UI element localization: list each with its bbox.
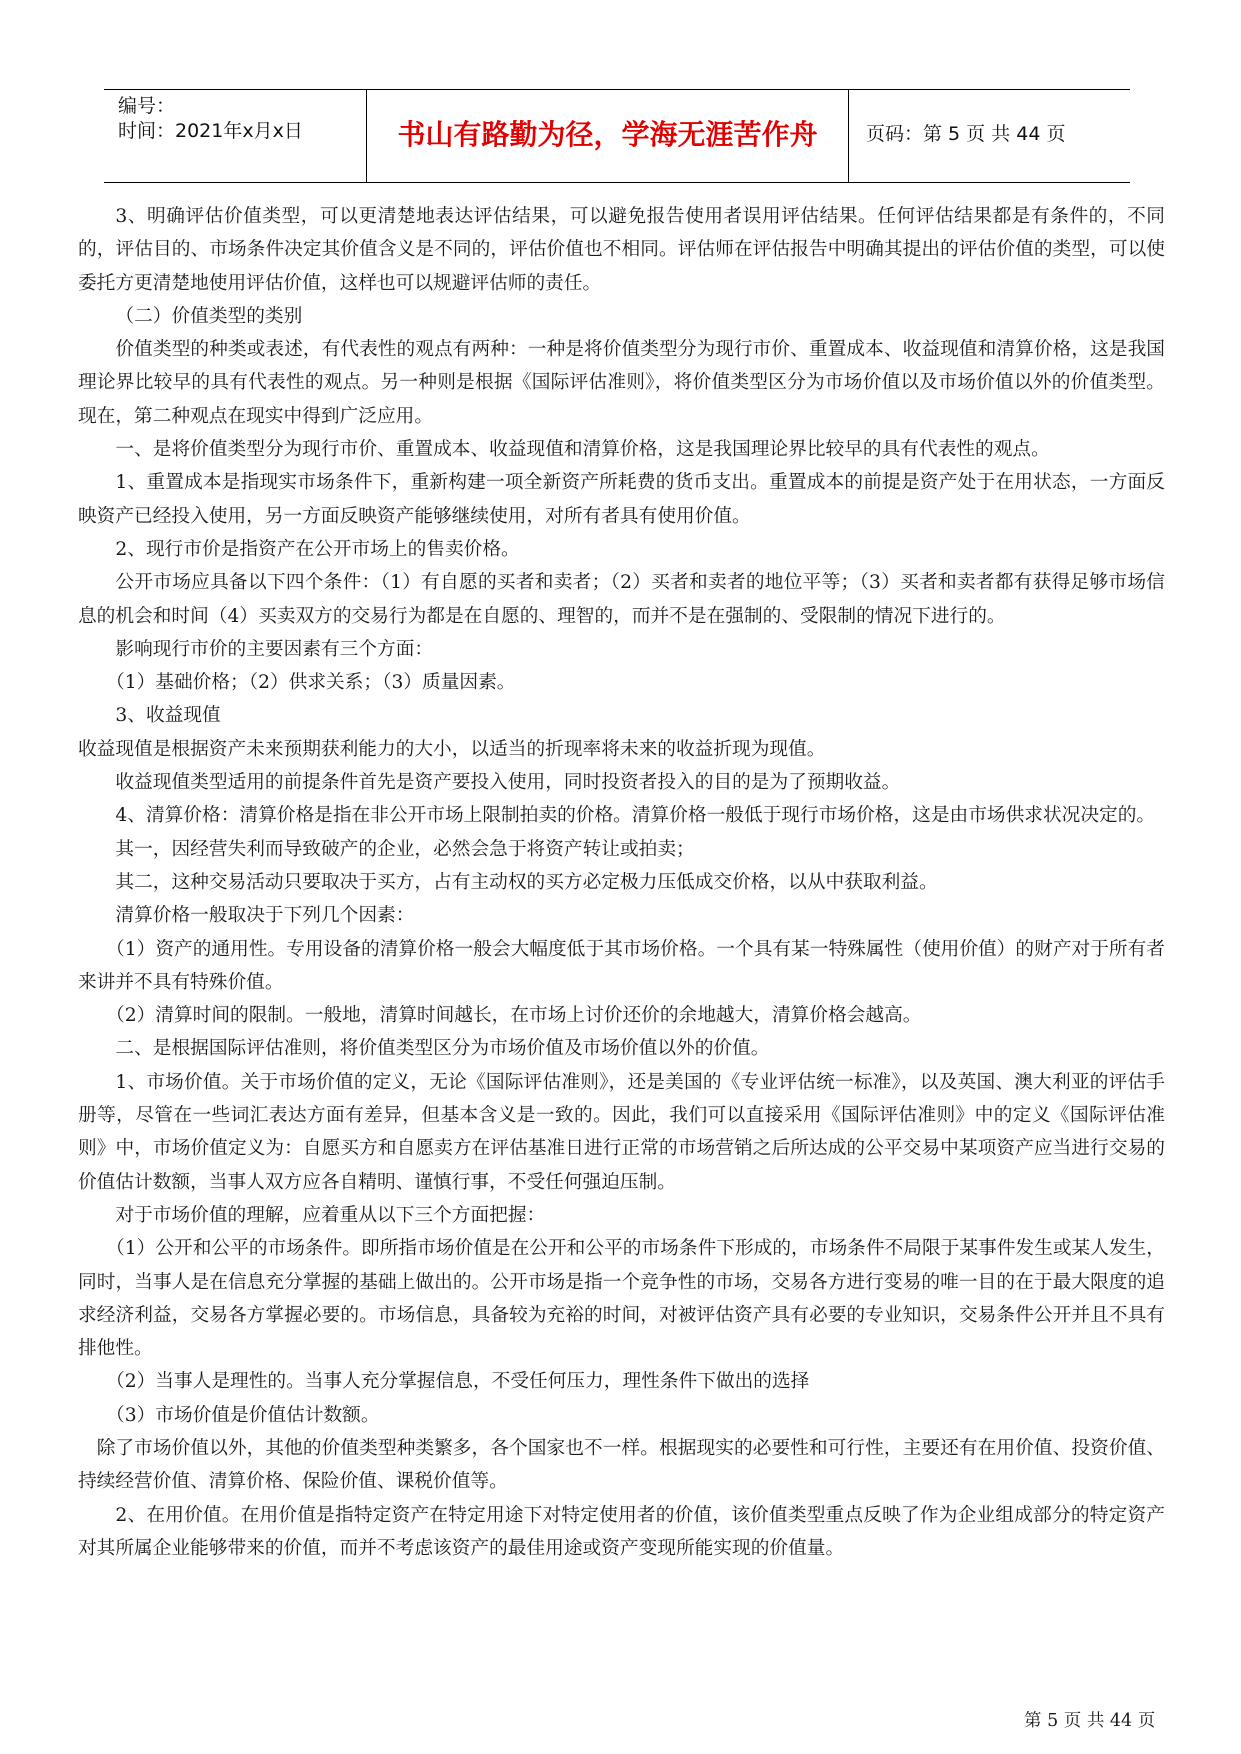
section-heading: （二）价值类型的类别: [115, 305, 303, 327]
paragraph: 其二，这种交易活动只要取决于买方，占有主动权的买方必定极力压低成交价格，以从中获取利益。: [115, 871, 938, 893]
paragraph: （1）基础价格；（2）供求关系；（3）质量因素。: [106, 672, 516, 694]
paragraph: 清算价格一般取决于下列几个因素：: [115, 905, 415, 927]
paragraph: 除了市场价值以外，其他的价值类型种类繁多，各个国家也不一样。根据现实的必要性和可行性，主要还有在用价值、投资价值、持续经营价值、清算价格、保险价值、课税价值等。: [78, 1437, 1165, 1493]
page-header: [104, 89, 1130, 183]
paragraph: （1）公开和公平的市场条件。即所指市场价值是在公开和公平的市场条件下形成的，市场条件不局限于某事件发生或某人发生，同时，当事人是在信息充分掌握的基础上做出的。公开市场是指一个竞争性的市场，交易各方进行变易的唯一目的在于最大限度的追求经济利益，交易各方掌握必要的。市场信息，具备较为充裕的时间，对被评估资产具有必要的专业知识，交易条件公开并且不具有排他性。: [78, 1238, 1165, 1360]
paragraph: 4、清算价格：清算价格是指在非公开市场上限制拍卖的价格。清算价格一般低于现行市场价格，这是由市场供求状况决定的。: [115, 805, 1156, 827]
paragraph: 价值类型的种类或表述，有代表性的观点有两种：一种是将价值类型分为现行市价、重置成本、收益现值和清算价格，这是我国理论界比较早的具有代表性的观点。另一种则是根据《国际评估准则》，将价值类型区分为市场价值以及市场价值以外的价值类型。现在，第二种观点在现实中得到广泛应用。: [78, 339, 1165, 427]
paragraph: 收益现值类型适用的前提条件首先是资产要投入使用，同时投资者投入的目的是为了预期收益。: [115, 772, 901, 794]
paragraph: （3）市场价值是价值估计数额。: [106, 1404, 380, 1426]
page-footer: 第 5 页 共 44 页: [1024, 1711, 1156, 1731]
motto: 书山有路勤为径，学海无涯苦作舟: [397, 118, 818, 151]
paragraph: 一、是将价值类型分为现行市价、重置成本、收益现值和清算价格，这是我国理论界比较早的具有代表性的观点。: [115, 439, 1050, 461]
paragraph: 1、重置成本是指现实市场条件下，重新构建一项全新资产所耗费的货币支出。重置成本的前提是资产处于在用状态，一方面反映资产已经投入使用，另一方面反映资产能够继续使用，对所有者具有使用价值。: [78, 472, 1165, 527]
paragraph: 3、明确评估价值类型，可以更清楚地表达评估结果，可以避免报告使用者误用评估结果。任何评估结果都是有条件的，不同的，评估目的、市场条件决定其价值含义是不同的，评估价值也不相同。评估师在评估报告中明确其提出的评估价值的类型，可以使委托方更清楚地使用评估价值，这样也可以规避评估师的责任。: [78, 206, 1165, 294]
header-info-cell: [104, 90, 367, 182]
document-body: [78, 200, 1165, 1565]
paragraph: 二、是根据国际评估准则，将价值类型区分为市场价值及市场价值以外的价值。: [115, 1038, 770, 1060]
paragraph: （1）资产的通用性。专用设备的清算价格一般会大幅度低于其市场价格。一个具有某一特殊属性（使用价值）的财产对于所有者来讲并不具有特殊价值。: [78, 938, 1165, 993]
paragraph: 2、现行市价是指资产在公开市场上的售卖价格。: [115, 538, 520, 560]
paragraph: 对于市场价值的理解，应着重从以下三个方面把握：: [115, 1204, 546, 1226]
paragraph: 其一，因经营失利而导致破产的企业，必然会急于将资产转让或拍卖；: [115, 838, 695, 860]
paragraph: 2、在用价值。在用价值是指特定资产在特定用途下对特定使用者的价值，该价值类型重点反映了作为企业组成部分的特定资产对其所属企业能够带来的价值，而并不考虑该资产的最佳用途或资产变现所能实现的价值量。: [78, 1504, 1165, 1559]
paragraph: （2）清算时间的限制。一般地，清算时间越长，在市场上讨价还价的余地越大，清算价格会越高。: [106, 1005, 922, 1027]
page-code: 页码：第 5 页 共 44 页: [866, 123, 1066, 145]
paragraph: 收益现值是根据资产未来预期获利能力的大小，以适当的折现率将未来的收益折现为现值。: [78, 738, 826, 760]
time-label: 时间：2021年x月x日: [118, 120, 303, 142]
paragraph: 3、收益现值: [115, 705, 221, 727]
header-motto-cell: [367, 90, 849, 182]
header-page-cell: [849, 90, 1130, 182]
paragraph: 1、市场价值。关于市场价值的定义，无论《国际评估准则》，还是美国的《专业评估统一标准》，以及英国、澳大利亚的评估手册等，尽管在一些词汇表达方面有差异，但基本含义是一致的。因此，我们可以直接采用《国际评估准则》中的定义《国际评估准则》中，市场价值定义为：自愿买方和自愿卖方在评估基准日进行正常的市场营销之后所达成的公平交易中某项资产应当进行交易的价值估计数额，当事人双方应各自精明、谨慎行事，不受任何强迫压制。: [78, 1071, 1165, 1193]
paragraph: 公开市场应具备以下四个条件：（1）有自愿的买者和卖者；（2）买者和卖者的地位平等；（3）买者和卖者都有获得足够市场信息的机会和时间（4）买卖双方的交易行为都是在自愿的、理智的，而并不是在强制的、受限制的情况下进行的。: [78, 572, 1165, 627]
paragraph: （2）当事人是理性的。当事人充分掌握信息，不受任何压力，理性条件下做出的选择: [106, 1371, 810, 1393]
number-label: 编号：: [118, 95, 176, 117]
paragraph: 影响现行市价的主要因素有三个方面：: [115, 638, 434, 660]
